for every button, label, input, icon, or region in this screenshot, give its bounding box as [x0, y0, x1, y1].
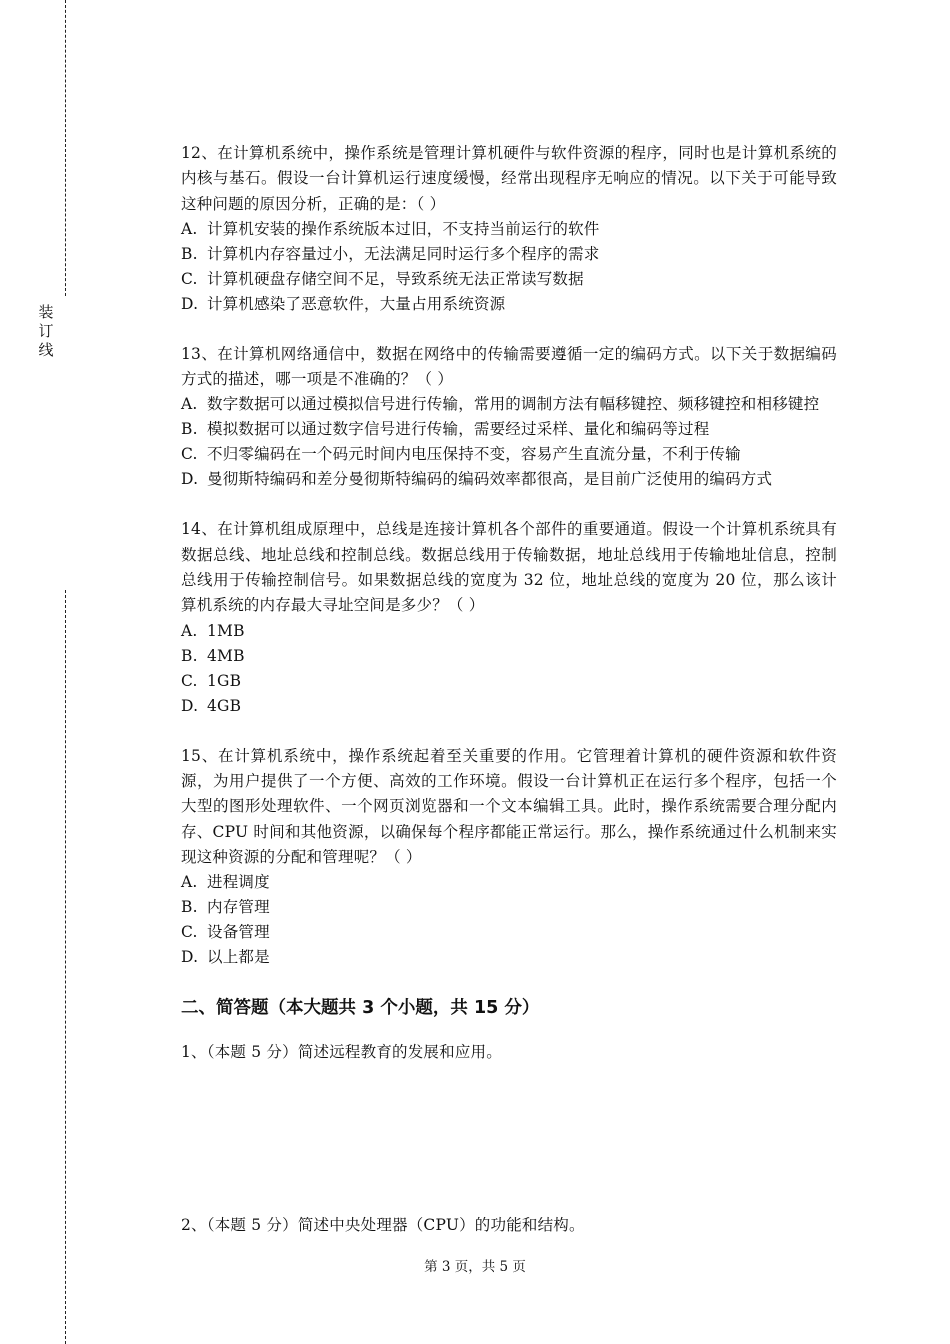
option-letter: B.	[181, 244, 198, 263]
option-c	[181, 669, 837, 694]
binding-label-char: 线	[38, 341, 54, 359]
question-13	[181, 342, 837, 493]
option-text: 1GB	[207, 671, 242, 690]
option-text: 计算机硬盘存储空间不足，导致系统无法正常读写数据	[207, 269, 584, 288]
option-a	[181, 870, 837, 895]
option-letter: C.	[181, 671, 198, 690]
short-answer-question-2: 2、（本题 5 分）简述中央处理器（CPU）的功能和结构。	[181, 1216, 585, 1234]
question-14	[181, 517, 837, 718]
exam-content	[181, 141, 837, 1021]
question-15	[181, 744, 837, 970]
option-c	[181, 267, 837, 292]
question-stem: 12、在计算机系统中，操作系统是管理计算机硬件与软件资源的程序，同时也是计算机系统的内核与基石。假设一台计算机运行速度缓慢，经常出现程序无响应的情况。以下关于可能导致这种问题的原因分析，正确的是：（ ）	[181, 144, 837, 213]
option-d	[181, 292, 837, 317]
option-letter: B.	[181, 646, 198, 665]
option-b	[181, 895, 837, 920]
short-answer-question-1: 1、（本题 5 分）简述远程教育的发展和应用。	[181, 1043, 502, 1061]
binding-label-char: 订	[38, 322, 54, 340]
option-text: 数字数据可以通过模拟信号进行传输，常用的调制方法有幅移键控、频移键控和相移键控	[207, 395, 820, 414]
option-letter: B.	[181, 420, 198, 439]
option-letter: A.	[181, 621, 198, 640]
option-text: 内存管理	[207, 898, 270, 917]
binding-dashed-line-bottom	[65, 590, 66, 1344]
section-title-short-answer: 二、简答题（本大题共 3 个小题，共 15 分）	[181, 998, 540, 1019]
option-text: 计算机内存容量过小，无法满足同时运行多个程序的需求	[207, 244, 600, 263]
option-d	[181, 467, 837, 492]
option-letter: A.	[181, 219, 198, 238]
option-letter: A.	[181, 873, 198, 892]
option-b	[181, 644, 837, 669]
option-text: 不归零编码在一个码元时间内电压保持不变，容易产生直流分量，不利于传输	[207, 445, 741, 464]
page-number-footer: 第 3 页，共 5 页	[424, 1259, 526, 1275]
option-letter: D.	[181, 948, 199, 967]
option-letter: C.	[181, 923, 198, 942]
option-a	[181, 217, 837, 242]
option-d	[181, 694, 837, 719]
option-letter: A.	[181, 395, 198, 414]
option-text: 设备管理	[207, 923, 270, 942]
question-stem: 13、在计算机网络通信中，数据在网络中的传输需要遵循一定的编码方式。以下关于数据编码方式的描述，哪一项是不准确的？（ ）	[181, 344, 837, 389]
option-text: 计算机安装的操作系统版本过旧，不支持当前运行的软件	[207, 219, 600, 238]
option-d	[181, 945, 837, 970]
option-c	[181, 442, 837, 467]
option-text: 以上都是	[207, 948, 270, 967]
option-text: 计算机感染了恶意软件，大量占用系统资源	[207, 294, 506, 313]
question-12	[181, 141, 837, 317]
option-letter: B.	[181, 898, 198, 917]
option-text: 进程调度	[207, 873, 270, 892]
option-b	[181, 242, 837, 267]
option-b	[181, 417, 837, 442]
binding-label	[37, 303, 55, 360]
option-a	[181, 392, 837, 417]
option-letter: D.	[181, 470, 199, 489]
binding-label-char: 装	[38, 303, 54, 321]
option-letter: C.	[181, 269, 198, 288]
option-text: 曼彻斯特编码和差分曼彻斯特编码的编码效率都很高，是目前广泛使用的编码方式	[207, 470, 773, 489]
question-stem: 15、在计算机系统中，操作系统起着至关重要的作用。它管理着计算机的硬件资源和软件资源，为用户提供了一个方便、高效的工作环境。假设一台计算机正在运行多个程序，包括一个大型的图形处理软件、一个网页浏览器和一个文本编辑工具。此时，操作系统需要合理分配内存、CPU 时间和其他资源，以确保每个程序都能正常运行。那么，操作系统通过什么机制来实现这种资源的分配和管理呢？（ ）	[181, 746, 837, 866]
option-text: 4GB	[207, 696, 242, 715]
option-text: 模拟数据可以通过数字信号进行传输，需要经过采样、量化和编码等过程	[207, 420, 710, 439]
option-a	[181, 619, 837, 644]
option-text: 1MB	[207, 621, 245, 640]
option-c	[181, 920, 837, 945]
question-stem: 14、在计算机组成原理中，总线是连接计算机各个部件的重要通道。假设一个计算机系统具有数据总线、地址总线和控制总线。数据总线用于传输数据，地址总线用于传输地址信息，控制总线用于传输控制信号。如果数据总线的宽度为 32 位，地址总线的宽度为 20 位，那么该计算机系统的内存最大寻址空间是多少？（ ）	[181, 520, 837, 615]
option-text: 4MB	[207, 646, 245, 665]
option-letter: C.	[181, 445, 198, 464]
option-letter: D.	[181, 696, 199, 715]
option-letter: D.	[181, 294, 199, 313]
binding-dashed-line-top	[65, 0, 66, 296]
